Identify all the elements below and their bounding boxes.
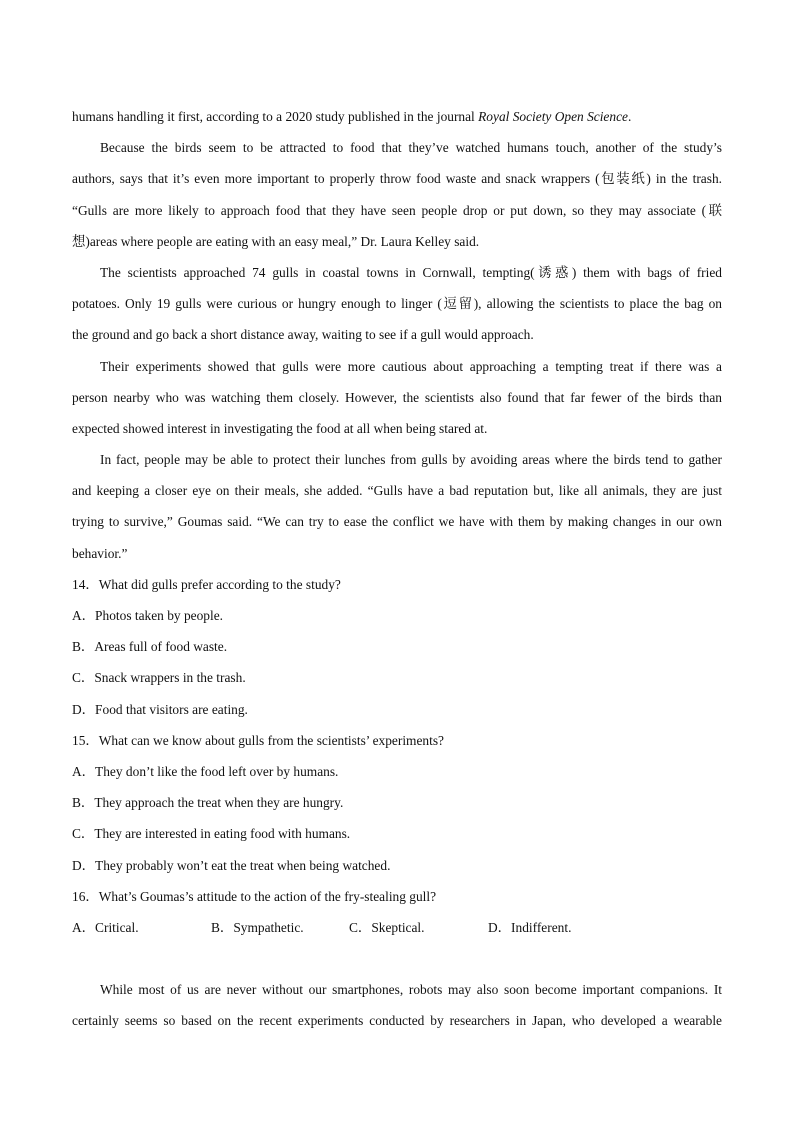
line1-text: humans handling it first, according to a 2020 study published in the journal (72, 109, 479, 124)
paragraph-line: Because the birds seem to be attracted to food that they’ve watched humans touch, another of the study’s (100, 140, 722, 156)
question-16-option-a: A．Critical. (72, 919, 139, 935)
paragraph-line: trying to survive,” Goumas said. “We can try to ease the conflict we have with them by making changes in our own (72, 514, 722, 530)
paragraph-line: In fact, people may be able to protect their lunches from gulls by avoiding areas where the birds tend to gather (100, 452, 722, 468)
paragraph-line: and keeping a closer eye on their meals, she added. “Gulls have a bad reputation but, like all animals, they are just (72, 483, 722, 499)
question-15-option-d: D．They probably won’t eat the treat when being watched. (72, 857, 391, 873)
question-15-stem: 15．What can we know about gulls from the scientists’ experiments? (72, 732, 444, 748)
question-15-option-b: B．They approach the treat when they are hungry. (72, 795, 344, 811)
question-14-option-a: A．Photos taken by people. (72, 608, 223, 623)
question-14-stem: 14．What did gulls prefer according to the study? (72, 576, 341, 592)
document-content (72, 101, 722, 1037)
paragraph-line: expected showed interest in investigating the food at all when being stared at. (72, 420, 488, 436)
paragraph-line: The scientists approached 74 gulls in coastal towns in Cornwall, tempting(诱惑) them with bags of fried (100, 264, 722, 280)
paragraph-line: behavior.” (72, 545, 128, 561)
section-gap (72, 943, 722, 974)
journal-name: Royal Society Open Science (478, 109, 628, 124)
question-15-option-c: C．They are interested in eating food with humans. (72, 826, 351, 842)
question-16-option-b: B．Sympathetic. (211, 919, 304, 935)
question-15-option-a: A．They don’t like the food left over by humans. (72, 763, 339, 779)
line1-end: . (627, 109, 632, 124)
passage2-line: While most of us are never without our smartphones, robots may also soon become important companions. It (100, 982, 722, 998)
paragraph-line: 想)areas where people are eating with an easy meal,” Dr. Laura Kelley said. (72, 233, 480, 249)
question-14-option-d: D．Food that visitors are eating. (72, 701, 248, 717)
paragraph-line: person nearby who was watching them closely. However, the scientists also found that far fewer of the birds than (72, 389, 722, 405)
question-14-option-b: B．Areas full of food waste. (72, 639, 228, 655)
paragraph-line: the ground and go back a short distance away, waiting to see if a gull would approach. (72, 327, 534, 343)
passage2-line: certainly seems so based on the recent experiments conducted by researchers in Japan, who developed a wearable (72, 1013, 722, 1029)
question-16-option-d: D．Indifferent. (488, 919, 572, 935)
question-14-option-c: C．Snack wrappers in the trash. (72, 670, 246, 686)
question-16-option-c: C．Skeptical. (349, 919, 425, 935)
passage1-line1 (72, 101, 722, 132)
question-16-options (72, 912, 722, 943)
paragraph-line: Their experiments showed that gulls were more cautious about approaching a tempting treat if there was a (100, 358, 722, 374)
question-16-stem: 16．What’s Goumas’s attitude to the action of the fry-stealing gull? (72, 888, 437, 904)
paragraph-line: authors, says that it’s even more important to properly throw food waste and snack wrappers (包装纸) in the trash. (72, 171, 722, 187)
paragraph-line: potatoes. Only 19 gulls were curious or hungry enough to linger (逗留), allowing the scientists to place the bag on (72, 296, 722, 312)
paragraph-line: “Gulls are more likely to approach food that they have seen people drop or put down, so they may associate (联 (72, 202, 722, 218)
